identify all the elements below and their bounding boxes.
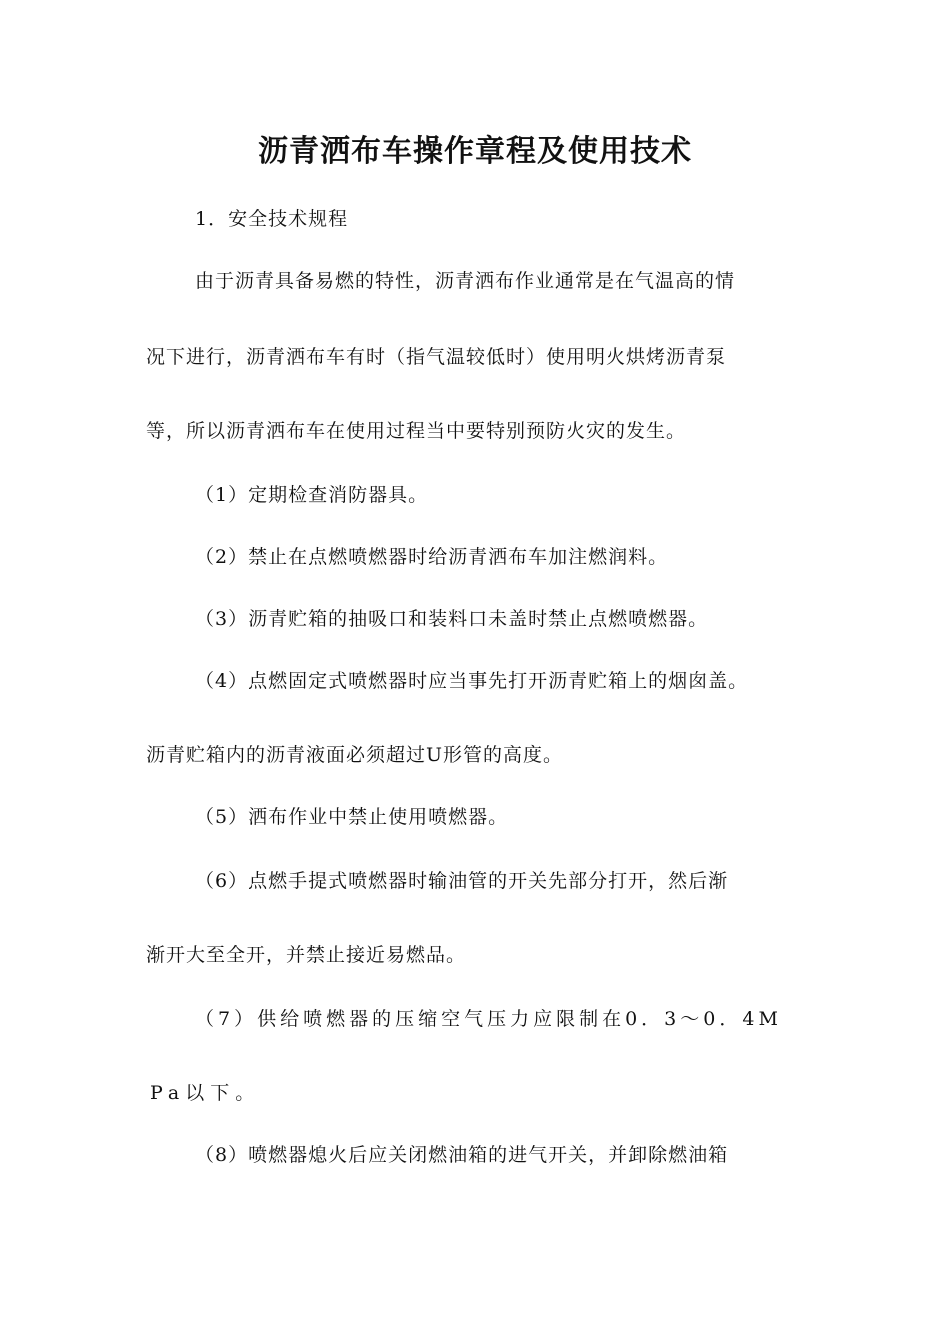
rule-2: （2）禁止在点燃喷燃器时给沥青洒布车加注燃润料。 bbox=[195, 546, 669, 568]
rule-3: （3）沥青贮箱的抽吸口和装料口未盖时禁止点燃喷燃器。 bbox=[195, 608, 709, 630]
document-title: 沥青洒布车操作章程及使用技术 bbox=[258, 134, 692, 169]
rule-6-line-1: （6）点燃手提式喷燃器时输油管的开关先部分打开，然后渐 bbox=[195, 870, 729, 892]
rule-5: （5）洒布作业中禁止使用喷燃器。 bbox=[195, 806, 509, 828]
rule-4-line-1: （4）点燃固定式喷燃器时应当事先打开沥青贮箱上的烟囱盖。 bbox=[195, 670, 749, 692]
section-heading: 1．安全技术规程 bbox=[195, 208, 349, 230]
intro-line-1: 由于沥青具备易燃的特性，沥青洒布作业通常是在气温高的情 bbox=[195, 270, 736, 292]
rule-1: （1）定期检查消防器具。 bbox=[195, 484, 429, 506]
rule-7-line-2: Pa以下。 bbox=[150, 1082, 261, 1104]
intro-line-3: 等，所以沥青洒布车在使用过程当中要特别预防火灾的发生。 bbox=[146, 420, 687, 442]
rule-7-line-1: （7）供给喷燃器的压缩空气压力应限制在0．3～0．4M bbox=[195, 1008, 782, 1030]
rule-8-line-1: （8）喷燃器熄火后应关闭燃油箱的进气开关，并卸除燃油箱 bbox=[195, 1144, 729, 1166]
rule-4-line-2: 沥青贮箱内的沥青液面必须超过U形管的高度。 bbox=[146, 744, 564, 766]
rule-6-line-2: 渐开大至全开，并禁止接近易燃品。 bbox=[146, 944, 467, 966]
intro-line-2: 况下进行，沥青洒布车有时（指气温较低时）使用明火烘烤沥青泵 bbox=[146, 346, 727, 368]
